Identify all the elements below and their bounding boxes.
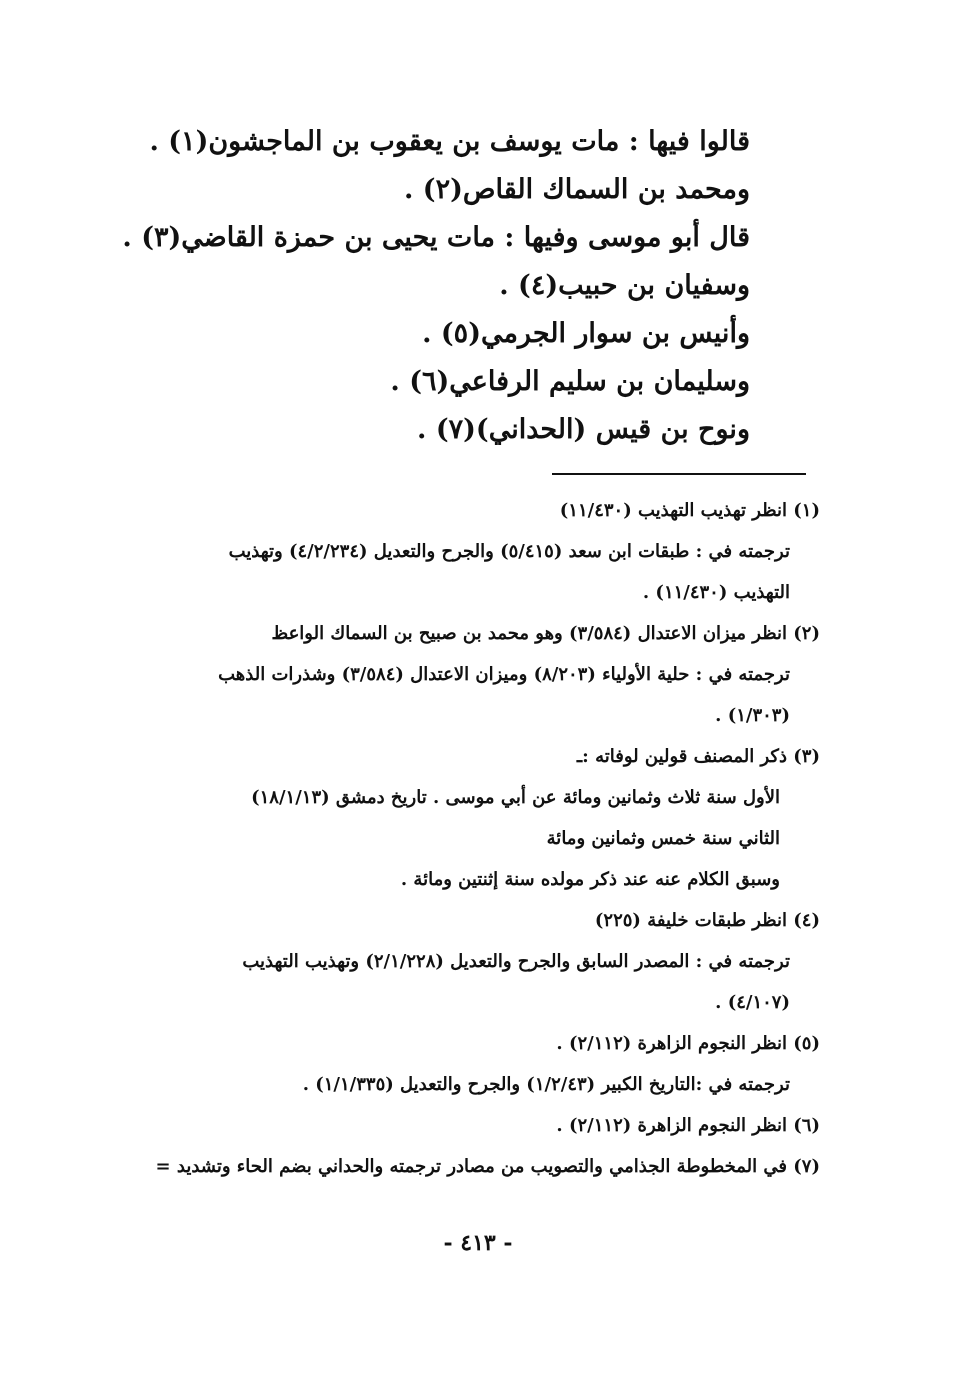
footnote-separator <box>552 473 806 475</box>
main-text-line: ومحمد بن السماك القاص(٢) . <box>403 174 750 205</box>
footnote-line: (٥) انظر النجوم الزاهرة (٢/١١٢) . <box>556 1033 820 1054</box>
footnote-line: ترجمته في : حلية الأولياء (٨/٢٠٣) وميزان الاعتدال (٣/٥٨٤) وشذرات الذهب <box>218 664 790 685</box>
footnote-line: (٤) انظر طبقات خليفة (٢٢٥) <box>594 910 820 931</box>
page-number: - ٤١٣ - <box>443 1230 513 1256</box>
footnote-line: ترجمته في :التاريخ الكبير (١/٢/٤٣) والجرح والتعديل (١/١/٣٣٥) . <box>302 1074 790 1095</box>
main-text-line: قال أبو موسى وفيها : مات يحيى بن حمزة القاضي(٣) . <box>122 222 750 253</box>
footnote-line: (٤/١٠٧) . <box>715 992 790 1013</box>
footnote-line: (٧) في المخطوطة الجذامي والتصويب من مصادر ترجمته والحداني بضم الحاء وتشديد = <box>155 1156 820 1177</box>
footnote-line: الأول سنة ثلاث وثمانين ومائة عن أبي موسى . تاريخ دمشق (١٨/١/١٣) <box>251 787 780 808</box>
footnote-line: ترجمته في : المصدر السابق والجرح والتعديل (٢/١/٢٢٨) وتهذيب التهذيب <box>242 951 790 972</box>
footnote-line: (١) انظر تهذيب التهذيب (١١/٤٣٠) <box>559 500 820 521</box>
footnote-line: التهذيب (١١/٤٣٠) . <box>642 582 790 603</box>
footnote-line: (١/٣٠٣) . <box>715 705 790 726</box>
main-text-line: وسليمان بن سليم الرفاعي(٦) . <box>390 366 750 397</box>
footnote-line: (٦) انظر النجوم الزاهرة (٢/١١٢) . <box>556 1115 820 1136</box>
footnote-line: (٢) انظر ميزان الاعتدال (٣/٥٨٤) وهو محمد بن صبيح بن السماك الواعظ <box>271 623 820 644</box>
main-text-line: قالوا فيها : مات يوسف بن يعقوب بن الماجشون(١) . <box>149 126 750 157</box>
main-text-line: وأنيس بن سوار الجرمي(٥) . <box>422 318 750 349</box>
footnote-line: وسبق الكلام عنه عند ذكر مولده سنة إثنتين ومائة . <box>400 869 780 890</box>
footnote-line: الثاني سنة خمس وثمانين ومائة <box>546 828 780 849</box>
main-text-line: ونوح بن قيس (الحداني)(٧) . <box>417 414 750 445</box>
footnote-line: (٣) ذكر المصنف قولين لوفاته :ـ <box>576 746 820 767</box>
main-text-block <box>122 118 750 454</box>
footnote-line: ترجمته في : طبقات ابن سعد (٥/٤١٥) والجرح والتعديل (٤/٢/٢٣٤) وتهذيب <box>228 541 790 562</box>
main-text-line: وسفيان بن حبيب(٤) . <box>499 270 750 301</box>
footnotes-block <box>120 490 820 1187</box>
